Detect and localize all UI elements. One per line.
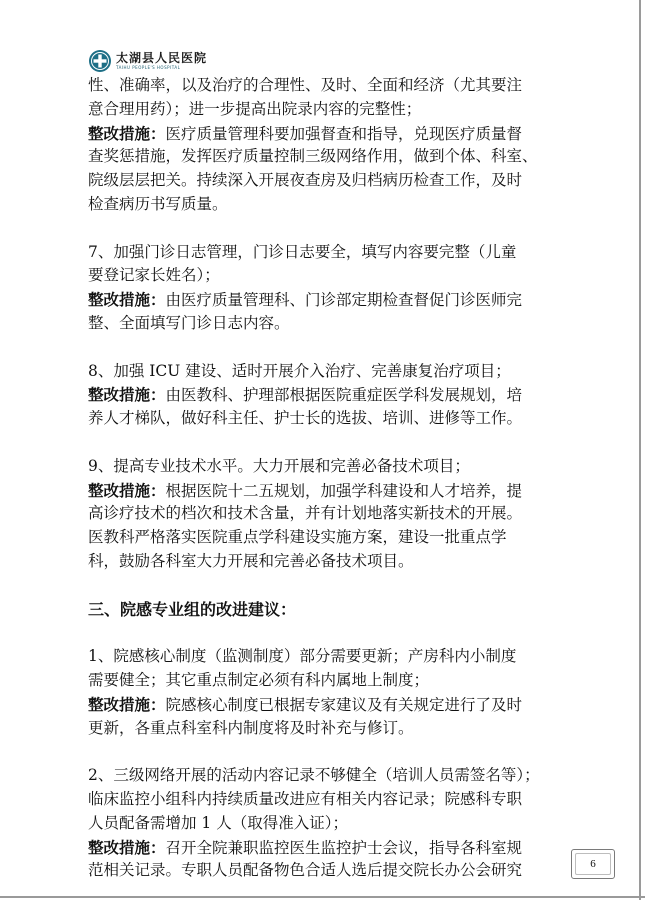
- measure-text: 召开全院兼职监控医生监控护士会议，指导各科室规: [165, 838, 523, 857]
- page-edge-right: [639, 0, 641, 900]
- spacer: [88, 431, 566, 455]
- spacer: [88, 621, 566, 645]
- measure-line: [88, 479, 566, 503]
- measure-label: 整改措施：: [88, 123, 166, 143]
- page-edge-bottom: [0, 896, 645, 898]
- text-line: 医教科严格落实医院重点学科建设实施方案，建设一批重点学: [88, 528, 507, 547]
- measure-label: 整改措施：: [88, 385, 166, 405]
- measure-text: 由医教科、护理部根据医院重症医学科发展规划，培: [165, 386, 523, 405]
- page-number: 6: [575, 853, 611, 875]
- measure-label: 整改措施：: [88, 480, 166, 500]
- hospital-name-en: TAIHU PEOPLE'S HOSPITAL: [116, 65, 181, 70]
- section-3-heading: 三、院感专业组的改进建议：: [88, 599, 297, 619]
- spacer: [88, 574, 566, 598]
- infection-item-1-line: 1、院感核心制度（监测制度）部分需要更新；产房科内小制度: [88, 647, 517, 666]
- measure-text: 根据医院十二五规划，加强学科建设和人才培养，提: [165, 481, 523, 500]
- text-line: 检查病历书写质量。: [88, 194, 228, 213]
- text-line: 更新，各重点科室科内制度将及时补充与修订。: [88, 718, 414, 737]
- measure-text: 由医疗质量管理科、门诊部定期检查督促门诊医师完: [165, 291, 523, 310]
- text-line: 范相关记录。专职人员配备物色合适人选后提交院长办公会研究: [88, 861, 523, 880]
- measure-line: [88, 288, 566, 312]
- page-number-box: [571, 849, 615, 879]
- measure-line: [88, 836, 566, 860]
- text-line: 性、准确率，以及治疗的合理性、及时、全面和经济（尤其要注: [88, 76, 523, 94]
- measure-text: 院感核心制度已根据专家建议及有关规定进行了及时: [165, 695, 523, 714]
- item-7-line: 要登记家长姓名）；: [88, 266, 220, 285]
- measure-line: [88, 693, 566, 717]
- infection-item-1-line: 需要健全；其它重点制定必须有科内属地上制度；: [88, 670, 430, 689]
- spacer: [88, 336, 566, 360]
- page-header: [88, 48, 207, 74]
- item-7-line: 7、加强门诊日志管理，门诊日志要全，填写内容要完整（儿童: [88, 242, 517, 261]
- measure-label: 整改措施：: [88, 837, 166, 857]
- text-line: 院级层层把关。持续深入开展夜查房及归档病历检查工作，及时: [88, 171, 523, 190]
- item-8-line: 8、加强 ICU 建设、适时开展介入治疗、完善康复治疗项目；: [88, 361, 511, 380]
- text-line: 整、全面填写门诊日志内容。: [88, 313, 290, 332]
- hospital-wordmark: [116, 52, 207, 70]
- spacer: [88, 217, 566, 241]
- measure-label: 整改措施：: [88, 694, 166, 714]
- text-line: 科，鼓励各科室大力开展和完善必备技术项目。: [88, 551, 414, 570]
- spacer: [88, 740, 566, 764]
- text-line: 高诊疗技术的档次和技术含量，并有计划地落实新技术的开展。: [88, 504, 523, 523]
- text-line: 查奖惩措施，发挥医疗质量控制三级网络作用，做到个体、科室、: [88, 147, 538, 166]
- text-line: 意合理用药）；进一步提高出院录内容的完整性；: [88, 99, 422, 118]
- measure-text: 医疗质量管理科要加强督查和指导，兑现医疗质量督: [165, 124, 523, 143]
- text-line: 养人才梯队，做好科主任、护士长的选拔、培训、进修等工作。: [88, 409, 523, 428]
- measure-line: [88, 122, 566, 146]
- measure-label: 整改措施：: [88, 290, 166, 310]
- hospital-logo-icon: [88, 49, 112, 73]
- document-body: [88, 74, 566, 883]
- item-9-line: 9、提高专业技术水平。大力开展和完善必备技术项目；: [88, 456, 470, 475]
- infection-item-2-line: 2、三级网络开展的活动内容记录不够健全（培训人员需签名等）；: [88, 766, 540, 785]
- measure-line: [88, 383, 566, 407]
- infection-item-2-line: 人员配备需增加 1 人（取得准入证）；: [88, 813, 348, 832]
- infection-item-2-line: 临床监控小组科内持续质量改进应有相关内容记录；院感科专职: [88, 789, 523, 808]
- hospital-name: 太湖县人民医院: [116, 51, 208, 65]
